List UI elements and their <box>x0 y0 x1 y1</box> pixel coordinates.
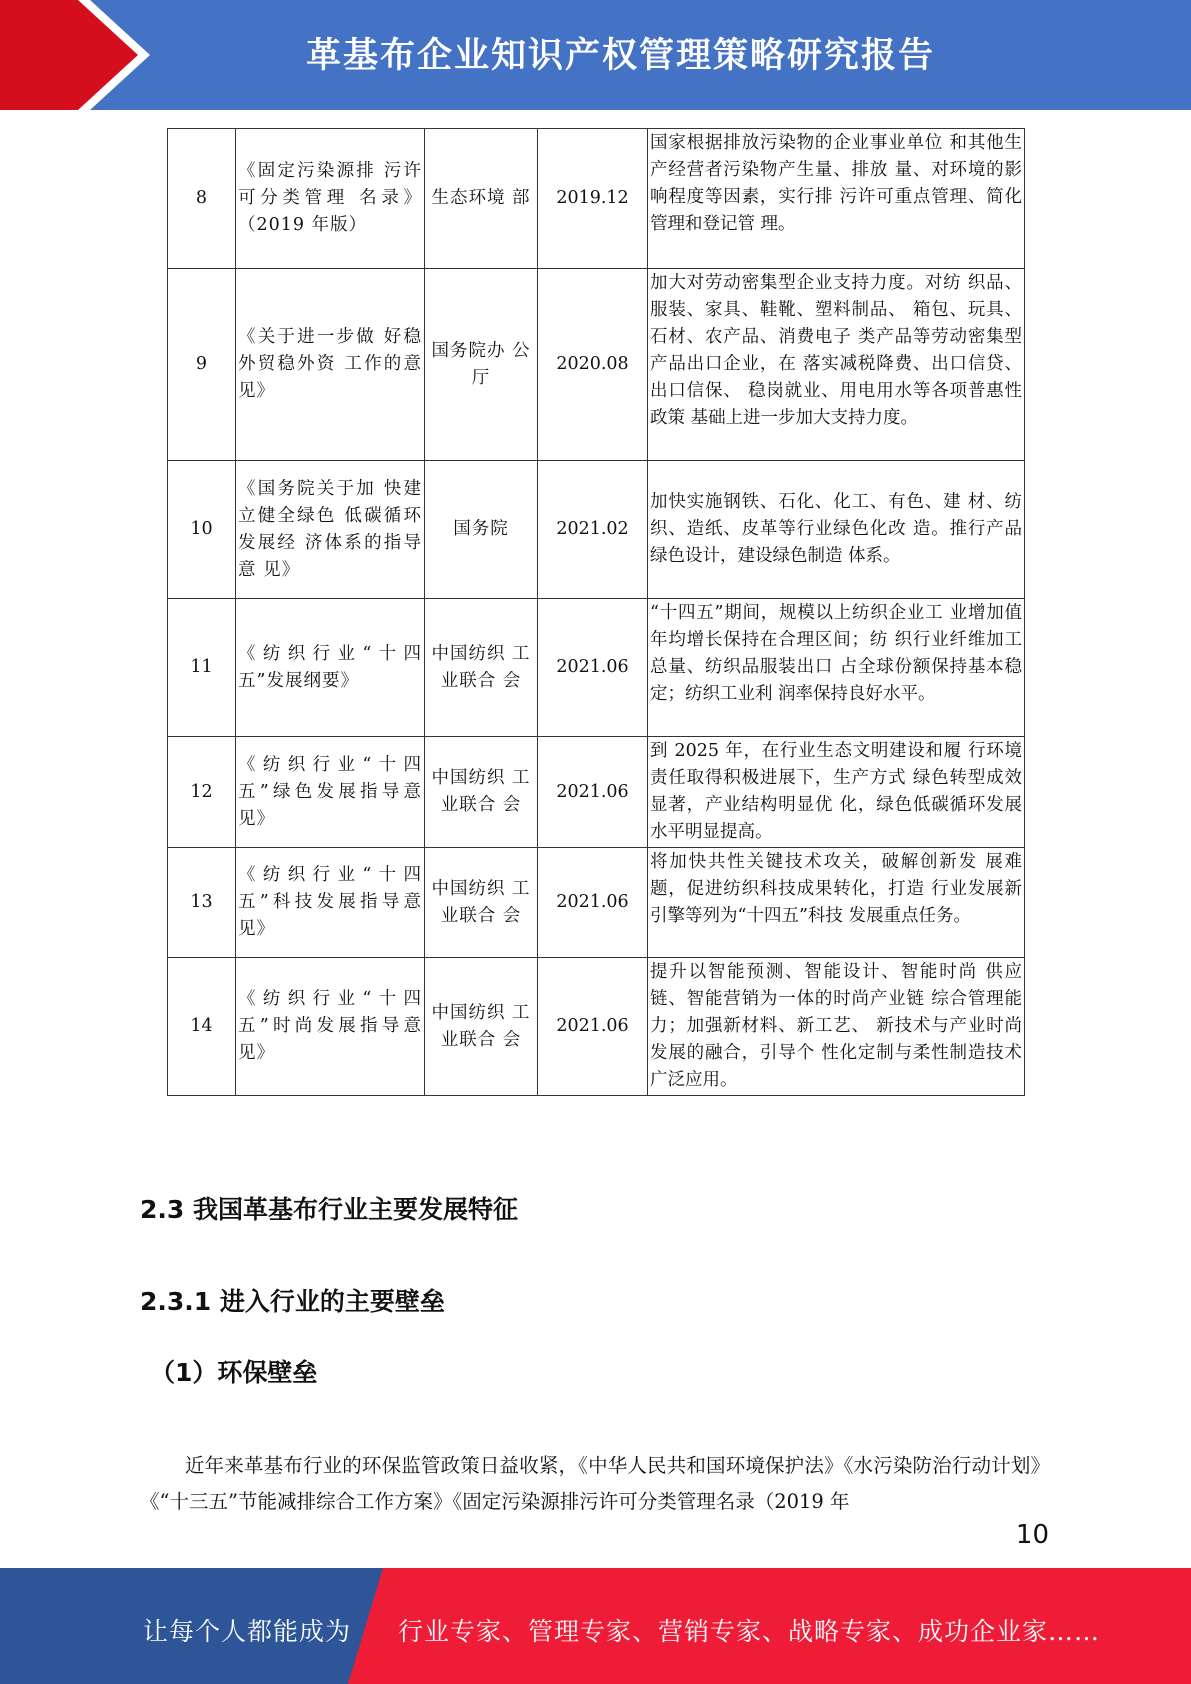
policy-title: 《纺织行业“十四五”科技发展指导意见》 <box>236 848 425 958</box>
document-title: 革基布企业知识产权管理策略研究报告 <box>305 36 935 76</box>
issue-date: 2021.06 <box>538 737 648 848</box>
issue-date: 2021.02 <box>538 461 648 599</box>
footer-slogan-left: 让每个人都能成为 <box>143 1617 352 1646</box>
row-index: 14 <box>168 958 236 1096</box>
issuing-body: 国务院办 公厅 <box>425 269 538 461</box>
table-row <box>168 461 1025 599</box>
sub-subsection-heading: （1）环保壁垒 <box>150 1358 318 1387</box>
footer-slogan-right: 行业专家、管理专家、营销专家、战略专家、成功企业家…… <box>398 1617 1101 1646</box>
policy-table <box>167 128 1025 1096</box>
policy-title: 《固定污染源排 污许可分类管理 名录》（2019 年版） <box>236 129 425 269</box>
table-row <box>168 599 1025 737</box>
policy-content: 提升以智能预测、智能设计、智能时尚 供应链、智能营销为一体的时尚产业链 综合管理能力；加强新材料、新工艺、 新技术与产业时尚发展的融合，引导个 性化定制与柔性制造技术广泛应用。 <box>648 958 1025 1096</box>
policy-title: 《纺织行业“十四五”发展纲要》 <box>236 599 425 737</box>
issue-date: 2021.06 <box>538 848 648 958</box>
issuing-body: 国务院 <box>425 461 538 599</box>
issuing-body: 中国纺织 工业联合 会 <box>425 599 538 737</box>
issuing-body: 中国纺织 工业联合 会 <box>425 958 538 1096</box>
issue-date: 2021.06 <box>538 958 648 1096</box>
policy-title: 《关于进一步做 好稳外贸稳外资 工作的意见》 <box>236 269 425 461</box>
issue-date: 2020.08 <box>538 269 648 461</box>
policy-content: 国家根据排放污染物的企业事业单位 和其他生产经营者污染物产生量、排放 量、对环境的影响程度等因素，实行排 污许可重点管理、简化管理和登记管 理。 <box>648 129 1025 269</box>
row-index: 11 <box>168 599 236 737</box>
policy-content: 到 2025 年，在行业生态文明建设和履 行环境责任取得积极进展下，生产方式 绿色转型成效显著，产业结构明显优 化，绿色低碳循环发展水平明显提高。 <box>648 737 1025 848</box>
issuing-body: 生态环境 部 <box>425 129 538 269</box>
policy-content: 加快实施钢铁、石化、化工、有色、建 材、纺织、造纸、皮革等行业绿色化改 造。推行产品绿色设计，建设绿色制造 体系。 <box>648 461 1025 599</box>
row-index: 8 <box>168 129 236 269</box>
issue-date: 2019.12 <box>538 129 648 269</box>
table-row <box>168 269 1025 461</box>
page-header <box>0 0 1191 110</box>
policy-title: 《纺织行业“十四五”时尚发展指导意见》 <box>236 958 425 1096</box>
policy-title: 《国务院关于加 快建立健全绿色 低碳循环发展经 济体系的指导意 见》 <box>236 461 425 599</box>
row-index: 12 <box>168 737 236 848</box>
section-heading: 2.3 我国革基布行业主要发展特征 <box>140 1195 518 1224</box>
issuing-body: 中国纺织 工业联合 会 <box>425 737 538 848</box>
policy-content: 加大对劳动密集型企业支持力度。对纺 织品、服装、家具、鞋靴、塑料制品、 箱包、玩具、石材、农产品、消费电子 类产品等劳动密集型产品出口企业，在 落实减税降费、出口信贷、出口信保、 稳岗就业、用电用水等各项普惠性政策 基础上进一步加大支持力度。 <box>648 269 1025 461</box>
policy-title: 《纺织行业“十四五”绿色发展指导意见》 <box>236 737 425 848</box>
row-index: 13 <box>168 848 236 958</box>
table-row <box>168 129 1025 269</box>
page-number: 10 <box>1015 1520 1049 1550</box>
row-index: 9 <box>168 269 236 461</box>
issue-date: 2021.06 <box>538 599 648 737</box>
body-paragraph: 近年来革基布行业的环保监管政策日益收紧，《中华人民共和国环境保护法》《水污染防治行动计划》《“十三五”节能减排综合工作方案》《固定污染源排污许可分类管理名录（2019 年 <box>140 1453 1050 1513</box>
table-row <box>168 848 1025 958</box>
issuing-body: 中国纺织 工业联合 会 <box>425 848 538 958</box>
table-row <box>168 958 1025 1096</box>
policy-content: “十四五”期间，规模以上纺织企业工 业增加值年均增长保持在合理区间；纺 织行业纤维加工总量、纺织品服装出口 占全球份额保持基本稳定；纺织工业利 润率保持良好水平。 <box>648 599 1025 737</box>
subsection-heading: 2.3.1 进入行业的主要壁垒 <box>140 1287 445 1316</box>
policy-content: 将加快共性关键技术攻关，破解创新发 展难题，促进纺织科技成果转化，打造 行业发展新引擎等列为“十四五”科技 发展重点任务。 <box>648 848 1025 958</box>
header-red-arrow-shape <box>0 0 150 110</box>
table-row <box>168 737 1025 848</box>
row-index: 10 <box>168 461 236 599</box>
